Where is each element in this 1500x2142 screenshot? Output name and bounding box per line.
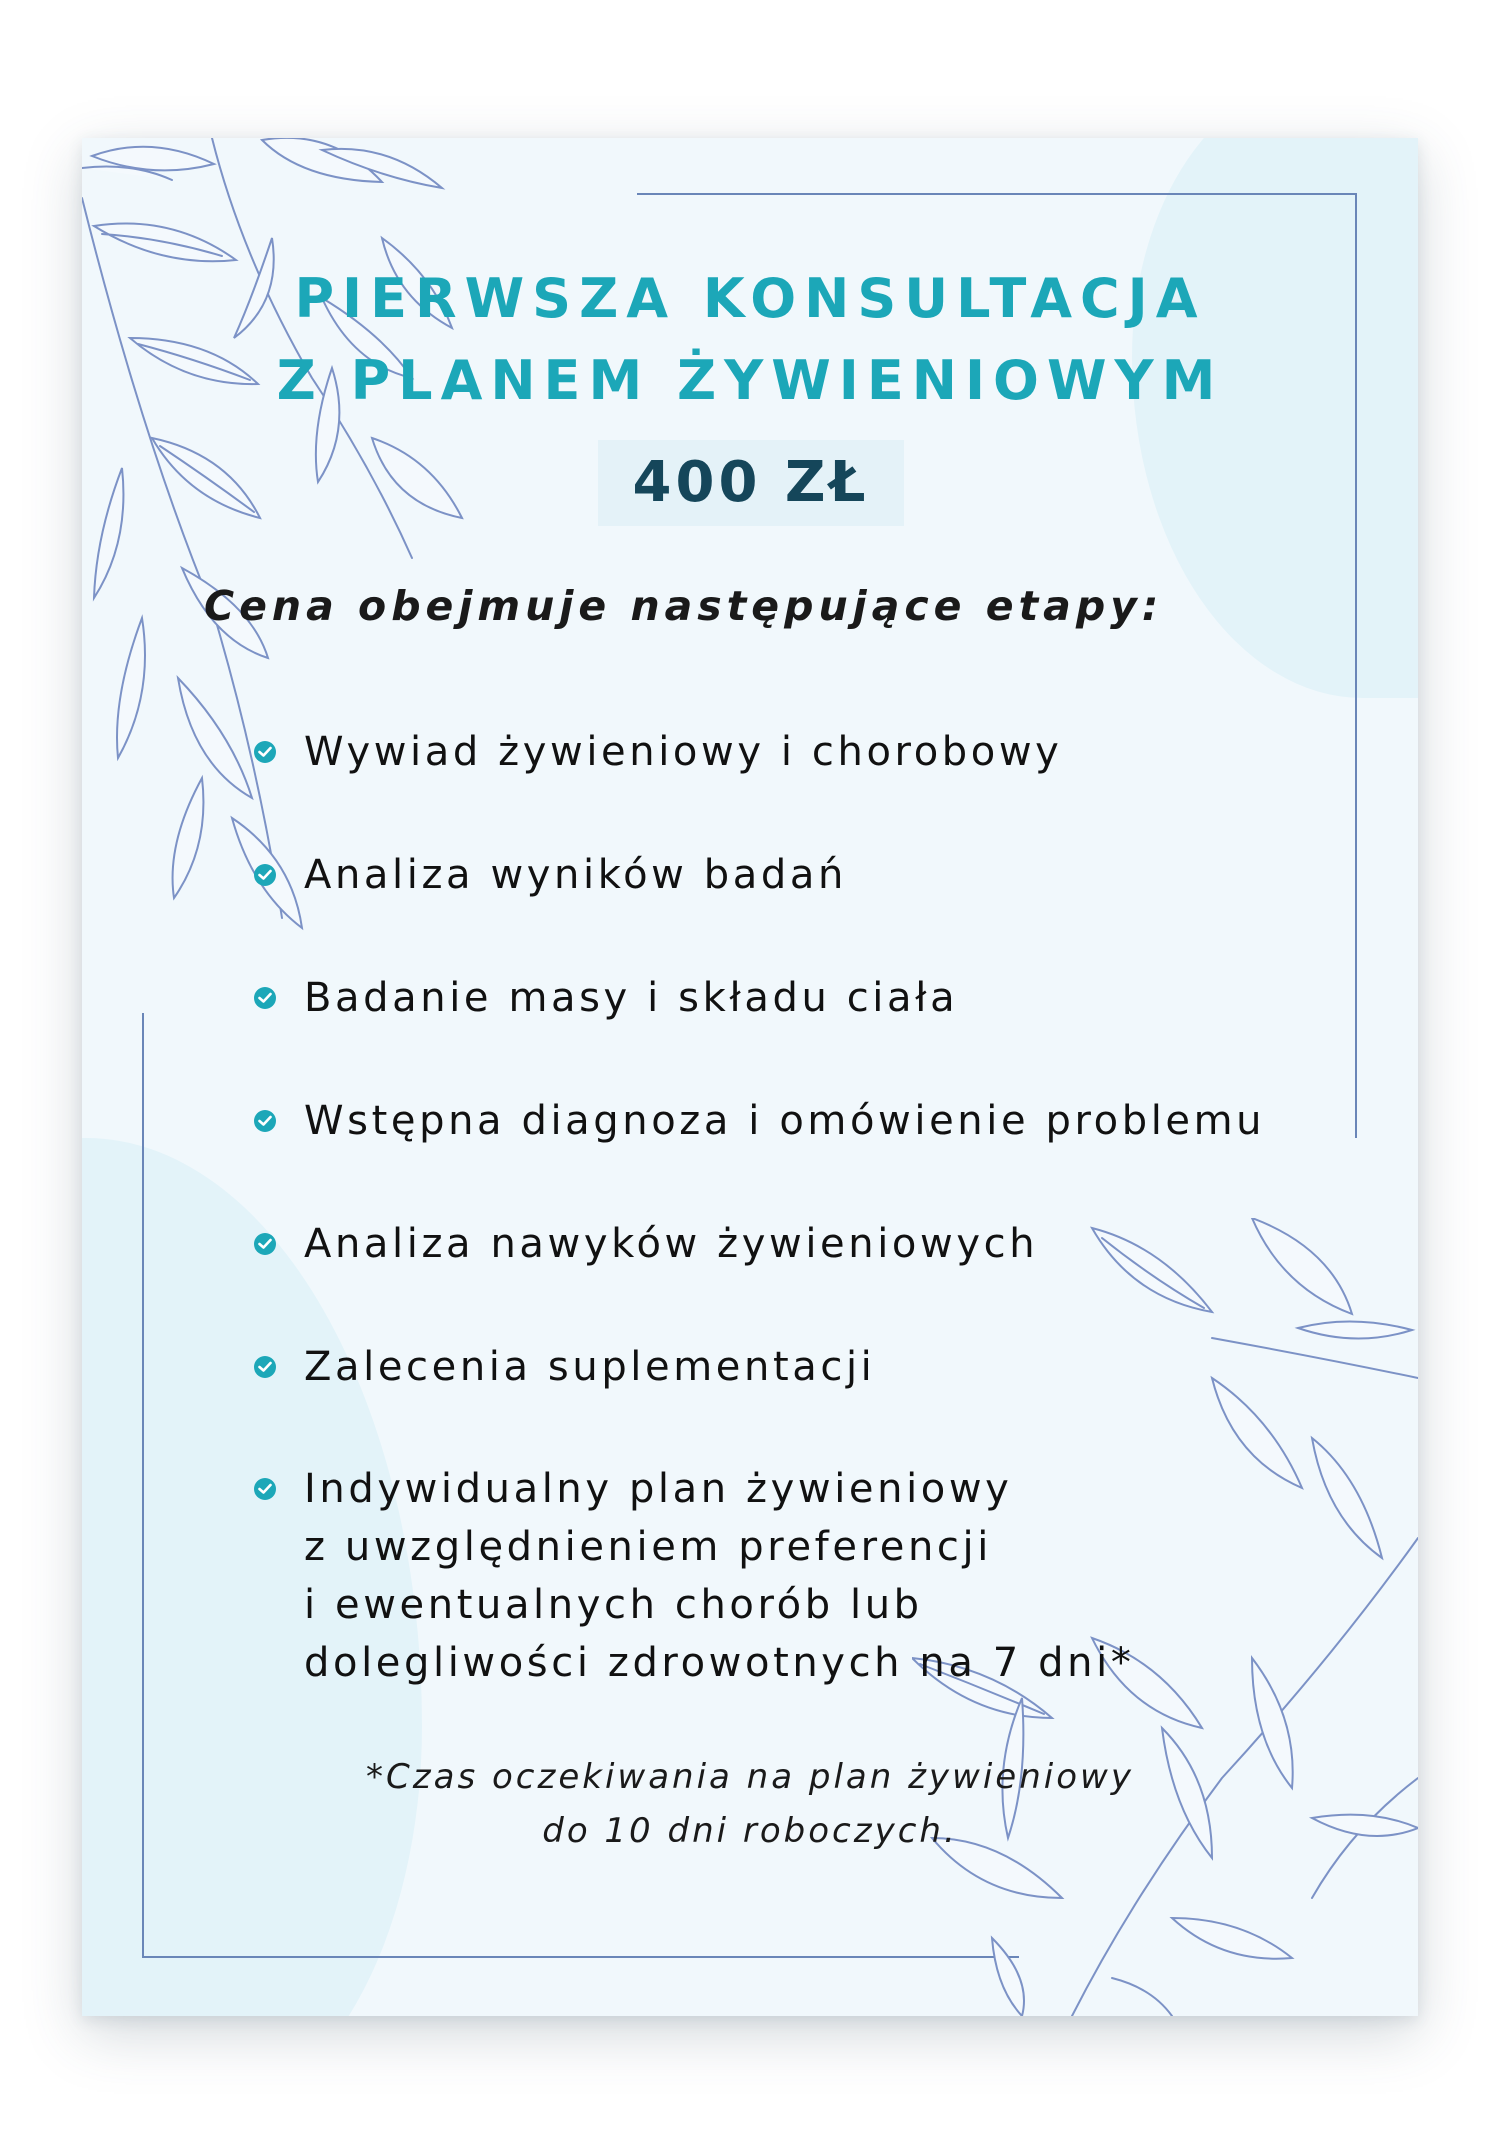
check-circle-icon [254, 1110, 276, 1132]
footnote-line-2: do 10 dni roboczych. [542, 1811, 958, 1851]
frame-line-bottom [142, 1956, 1019, 1958]
check-circle-icon [254, 864, 276, 886]
price-card [82, 138, 1418, 2016]
stages-heading: Cena obejmuje następujące etapy: [204, 582, 1164, 630]
stage-text: Analiza nawyków żywieniowych [304, 1221, 1039, 1267]
page-title [82, 258, 1418, 422]
price-tag: 400 ZŁ [598, 440, 904, 526]
stage-text: Indywidualny plan żywieniowy z uwzględnieniem preferencji i ewentualnych chorób lub dolegliwości zdrowotnych na 7 dni* [304, 1466, 1135, 1686]
frame-line-top [637, 193, 1357, 195]
footnote-line-1: *Czas oczekiwania na plan żywieniowy [366, 1757, 1134, 1797]
stage-text: Wywiad żywieniowy i chorobowy [304, 729, 1063, 775]
stage-text: Analiza wyników badań [304, 852, 847, 898]
check-circle-icon [254, 1233, 276, 1255]
stage-text: Badanie masy i składu ciała [304, 975, 959, 1021]
footnote [82, 1750, 1418, 1858]
stage-text: Wstępna diagnoza i omówienie problemu [304, 1098, 1266, 1144]
check-circle-icon [254, 1356, 276, 1378]
check-circle-icon [254, 1478, 276, 1500]
title-line-1: PIERWSZA KONSULTACJA [294, 267, 1206, 330]
stage-text: Zalecenia suplementacji [304, 1344, 876, 1390]
title-line-2: Z PLANEM ŻYWIENIOWYM [276, 349, 1224, 412]
check-circle-icon [254, 987, 276, 1009]
check-circle-icon [254, 741, 276, 763]
